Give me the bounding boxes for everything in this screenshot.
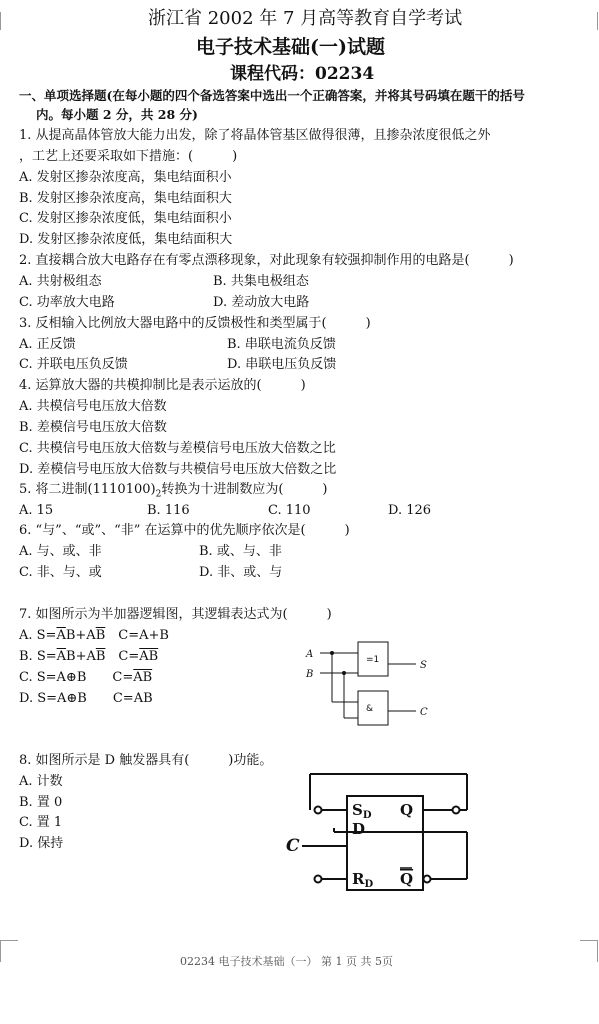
q1-option-b: B. 发射区掺杂浓度高，集电结面积大 xyxy=(19,191,232,206)
q8-stem: 8. 如图所示是 D 触发器具有( )功能。 xyxy=(19,753,273,768)
crop-mark-top-right xyxy=(597,12,598,30)
q4-option-a: A. 共模信号电压放大倍数 xyxy=(19,399,167,414)
page-footer: 02234 电子技术基础（一） 第 1 页 共 5页 xyxy=(180,955,393,968)
q6-option-a: A. 与、或、非 xyxy=(19,544,102,559)
q7-option-b xyxy=(19,649,158,665)
q6-stem: 6. “与”、“或”、“非” 在运算中的优先顺序依次是( ) xyxy=(19,523,350,538)
q4-option-d: D. 差模信号电压放大倍数与共模信号电压放大倍数之比 xyxy=(19,462,337,477)
q7-c-part1: C. S=A⊕B xyxy=(19,670,87,685)
q7-stem: 7. 如图所示为半加器逻辑图，其逻辑表达式为( ) xyxy=(19,607,332,622)
and-gate-label: & xyxy=(366,704,374,714)
q1-option-d: D. 发射区掺杂浓度低，集电结面积大 xyxy=(19,232,233,247)
q7-b-part2: B+A xyxy=(66,649,96,664)
q7-a-part2: B+A xyxy=(65,628,96,643)
half-adder-input-a: A xyxy=(306,649,314,660)
half-adder-diagram xyxy=(300,636,440,732)
subject-title: 电子技术基础(一)试题 xyxy=(196,36,385,58)
q4-option-b: B. 差模信号电压放大倍数 xyxy=(19,420,167,435)
crop-mark-bottom-right xyxy=(597,940,598,962)
q2-option-d: D. 差动放大电路 xyxy=(213,295,310,310)
q5-option-a: A. 15 xyxy=(19,503,54,518)
q6-option-b: B. 或、与、非 xyxy=(199,544,282,559)
q5-stem-subscript: 2 xyxy=(155,489,162,500)
q2-stem: 2. 直接耦合放大电路存在有零点漂移现象，对此现象有较强抑制作用的电路是( ) xyxy=(19,253,514,268)
q3-option-b: B. 串联电流负反馈 xyxy=(227,337,336,352)
flipflop-clock-label: C xyxy=(286,836,300,856)
half-adder-input-b: B xyxy=(306,669,314,680)
crop-mark-bottom-left xyxy=(0,940,1,962)
q7-b-overline1: $\overline{A}$ xyxy=(56,649,67,664)
flipflop-pin-q: Q xyxy=(400,801,414,819)
q6-option-c: C. 非、与、或 xyxy=(19,565,102,580)
q4-option-c: C. 共模信号电压放大倍数与差模信号电压放大倍数之比 xyxy=(19,441,336,456)
q5-stem-part2: 转换为十进制数应为( ) xyxy=(161,482,328,497)
q8-option-b: B. 置 0 xyxy=(19,795,63,810)
q3-stem: 3. 反相输入比例放大器电路中的反馈极性和类型属于( ) xyxy=(19,316,371,331)
xor-gate-label: =1 xyxy=(366,655,380,665)
q5-stem-part1: 5. 将二进制(1110100) xyxy=(19,482,156,497)
exam-title: 浙江省 2002 年 7 月高等教育自学考试 xyxy=(148,8,463,29)
section-heading-line2: 内。每小题 2 分，共 28 分) xyxy=(36,107,198,122)
q7-b-part3: C= xyxy=(105,649,140,664)
q8-option-c: C. 置 1 xyxy=(19,815,63,830)
q7-option-d xyxy=(19,691,153,707)
crop-mark-bottom-right-h xyxy=(580,940,598,941)
q7-d-part1: D. S=A⊕B xyxy=(19,691,87,706)
section-heading-line1: 一、单项选择题(在每小题的四个备选答案中选出一个正确答案，并将其号码填在题干的括号 xyxy=(19,88,525,103)
q6-option-d: D. 非、或、与 xyxy=(199,565,283,580)
q7-d-part2: C=AB xyxy=(86,691,153,706)
course-code: 课程代码：02234 xyxy=(230,64,375,84)
half-adder-output-s: S xyxy=(420,660,427,671)
q5-option-b: B. 116 xyxy=(147,503,190,518)
q5-stem xyxy=(19,482,327,503)
q7-b-overline2: $\overline{B}$ xyxy=(95,649,106,664)
q7-c-overline: $\overline{AB}$ xyxy=(133,670,153,685)
flipflop-pin-sd: $S_D$ xyxy=(352,801,372,821)
q4-stem: 4. 运算放大器的共模抑制比是表示运放的( ) xyxy=(19,378,306,393)
q7-a-overline2: $\overline{B}$ xyxy=(95,628,106,643)
q7-a-overline1: $\overline{A}$ xyxy=(56,628,66,643)
q8-option-a: A. 计数 xyxy=(19,774,63,789)
q8-option-d: D. 保持 xyxy=(19,836,64,851)
q7-a-part1: A. S= xyxy=(19,628,57,643)
q7-option-c xyxy=(19,670,152,686)
q7-b-overline3: $\overline{AB}$ xyxy=(139,649,159,664)
q1-stem-line1: 1. 从提高晶体管放大能力出发，除了将晶体管基区做得很薄，且掺杂浓度很低之外 xyxy=(19,128,491,143)
q2-option-c: C. 功率放大电路 xyxy=(19,295,115,310)
q2-option-a: A. 共射极组态 xyxy=(19,274,102,289)
q7-a-part3: C=A+B xyxy=(105,628,169,643)
q5-option-c: C. 110 xyxy=(268,503,311,518)
q3-option-d: D. 串联电压负反馈 xyxy=(227,357,337,372)
q1-option-c: C. 发射区掺杂浓度低，集电结面积小 xyxy=(19,211,232,226)
flipflop-pin-d: D xyxy=(352,820,366,838)
q3-option-a: A. 正反馈 xyxy=(19,337,76,352)
crop-mark-bottom-left-h xyxy=(0,940,18,941)
q1-option-a: A. 发射区掺杂浓度高，集电结面积小 xyxy=(19,170,232,185)
q7-c-part2: C= xyxy=(86,670,134,685)
q1-stem-line2: ，工艺上还要采取如下措施：( ) xyxy=(19,149,238,164)
flipflop-pin-rd: $R_D$ xyxy=(352,870,374,890)
q2-option-b: B. 共集电极组态 xyxy=(213,274,309,289)
half-adder-output-c: C xyxy=(420,707,428,718)
crop-mark-top-left xyxy=(0,12,1,30)
q5-option-d: D. 126 xyxy=(388,503,432,518)
q7-b-part1: B. S= xyxy=(19,649,57,664)
d-flipflop-diagram xyxy=(282,770,472,898)
q3-option-c: C. 并联电压负反馈 xyxy=(19,357,128,372)
flipflop-pin-qbar: Q xyxy=(400,870,414,888)
q7-option-a xyxy=(19,628,169,644)
